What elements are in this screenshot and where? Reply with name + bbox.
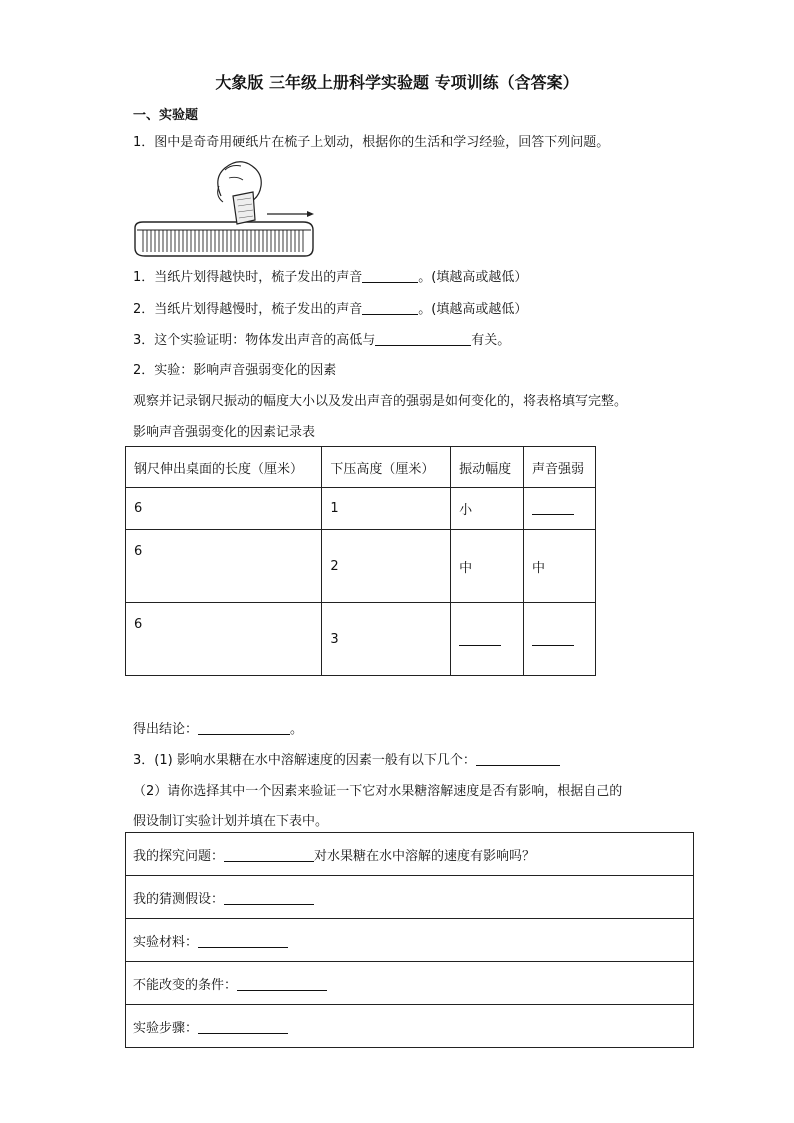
q3-part2-line1: （2）请你选择其中一个因素来验证一下它对水果糖溶解速度是否有影响，根据自己的 — [133, 784, 623, 799]
plan-blank[interactable] — [224, 890, 314, 905]
page-title: 大象版 三年级上册科学实验题 专项训练（含答案） — [215, 73, 579, 92]
section-heading: 一、实验题 — [133, 108, 199, 123]
conclusion-blank[interactable] — [198, 720, 290, 735]
plan-label: 不能改变的条件： — [133, 977, 238, 993]
table-row — [126, 603, 596, 676]
cell-length: 6 — [126, 530, 322, 603]
cell-amplitude[interactable] — [451, 603, 524, 676]
q1-sub2-blank[interactable] — [362, 300, 418, 315]
q3-part1-text: 3．(1) 影响水果糖在水中溶解速度的因素一般有以下几个： — [133, 753, 476, 768]
q2-heading: 2．实验：影响声音强弱变化的因素 — [133, 363, 337, 378]
plan-cell — [126, 876, 694, 919]
cell-press: 3 — [322, 603, 451, 676]
q1-sub2 — [133, 298, 527, 317]
plan-label: 我的猜测假设： — [133, 891, 225, 907]
loudness-blank[interactable] — [532, 631, 574, 646]
q1-sub3-blank[interactable] — [375, 331, 471, 346]
table-header-row — [126, 447, 596, 488]
q1-sub1-prefix: 1．当纸片划得越快时，梳子发出的声音 — [133, 270, 363, 285]
amplitude-blank[interactable] — [459, 631, 501, 646]
q1-sub3 — [133, 329, 510, 348]
cell-amplitude: 小 — [451, 488, 524, 530]
conclusion-end: 。 — [290, 722, 304, 737]
plan-suffix: 对水果糖在水中溶解的速度有影响吗？ — [314, 848, 536, 864]
header-press-height: 下压高度（厘米） — [322, 447, 451, 488]
plan-row-question — [126, 833, 694, 876]
table-row — [126, 530, 596, 603]
q2-table-title: 影响声音强弱变化的因素记录表 — [133, 425, 316, 440]
q3-factors-blank[interactable] — [476, 751, 560, 766]
q1-sub2-suffix: 。(填越高或越低） — [418, 302, 528, 317]
cell-loudness: 中 — [524, 530, 596, 603]
loudness-blank[interactable] — [532, 500, 574, 515]
experiment-plan-table — [125, 832, 694, 1048]
plan-label: 实验材料： — [133, 934, 199, 950]
plan-label: 我的探究问题： — [133, 848, 225, 864]
plan-cell — [126, 833, 694, 876]
conclusion-label: 得出结论： — [133, 722, 199, 737]
comb-drawing — [133, 156, 317, 260]
cell-loudness[interactable] — [524, 488, 596, 530]
cell-length: 6 — [126, 603, 322, 676]
plan-blank[interactable] — [198, 933, 288, 948]
q2-conclusion — [133, 718, 303, 737]
comb-illustration — [133, 156, 317, 260]
cell-amplitude: 中 — [451, 530, 524, 603]
q1-sub1-suffix: 。(填越高或越低） — [418, 270, 528, 285]
header-ruler-length: 钢尺伸出桌面的长度（厘米） — [126, 447, 322, 488]
sound-record-table — [125, 446, 596, 676]
table-row — [126, 488, 596, 530]
q3-part2-line2: 假设制订实验计划并填在下表中。 — [133, 814, 329, 829]
plan-row-constants — [126, 962, 694, 1005]
cell-press: 1 — [322, 488, 451, 530]
plan-row-steps — [126, 1005, 694, 1048]
q1-sub1-blank[interactable] — [362, 268, 418, 283]
header-amplitude: 振动幅度 — [451, 447, 524, 488]
q1-sub3-suffix: 有关。 — [471, 333, 511, 348]
cell-loudness[interactable] — [524, 603, 596, 676]
plan-cell — [126, 919, 694, 962]
cell-length: 6 — [126, 488, 322, 530]
plan-blank[interactable] — [198, 1019, 288, 1034]
plan-row-materials — [126, 919, 694, 962]
q1-intro: 1．图中是奇奇用硬纸片在梳子上划动，根据你的生活和学习经验，回答下列问题。 — [133, 135, 610, 150]
cell-press: 2 — [322, 530, 451, 603]
q3-part1 — [133, 749, 560, 768]
q1-sub3-prefix: 3．这个实验证明：物体发出声音的高低与 — [133, 333, 376, 348]
q2-instruction: 观察并记录钢尺振动的幅度大小以及发出声音的强弱是如何变化的，将表格填写完整。 — [133, 394, 628, 409]
plan-cell — [126, 962, 694, 1005]
q1-sub1 — [133, 266, 527, 285]
header-loudness: 声音强弱 — [524, 447, 596, 488]
q1-sub2-prefix: 2．当纸片划得越慢时，梳子发出的声音 — [133, 302, 363, 317]
plan-label: 实验步骤： — [133, 1020, 199, 1036]
plan-cell — [126, 1005, 694, 1048]
plan-blank[interactable] — [224, 847, 314, 862]
plan-blank[interactable] — [237, 976, 327, 991]
plan-row-hypothesis — [126, 876, 694, 919]
